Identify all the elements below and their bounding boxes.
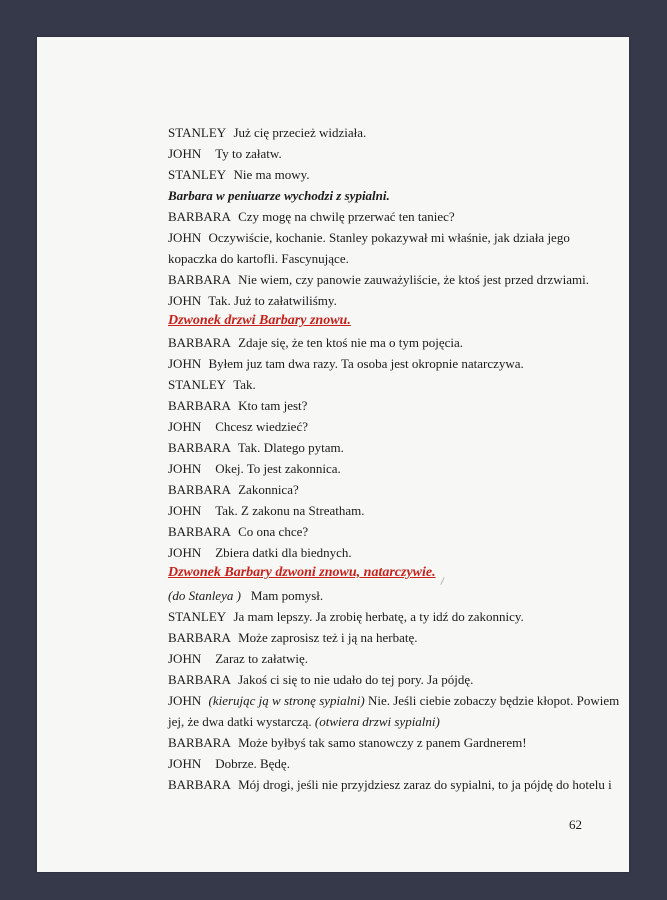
- dialogue-line: [168, 545, 352, 561]
- line-text: Mam pomysł.: [250, 588, 324, 603]
- speaker-name: STANLEY: [168, 167, 227, 182]
- stage-direction: (do Stanleya ): [168, 588, 241, 603]
- line-text: Zaraz to załatwię.: [215, 651, 308, 666]
- speaker-name: JOHN: [168, 651, 202, 666]
- dialogue-line: [168, 756, 290, 772]
- speaker-name: STANLEY: [168, 125, 227, 140]
- dialogue-line: [168, 693, 619, 709]
- dialogue-line: [168, 146, 282, 162]
- dialogue-line: [168, 524, 308, 540]
- line-text: Mój drogi, jeśli nie przyjdziesz zaraz do sypialni, to ja pójdę do hotelu i: [238, 777, 612, 792]
- dialogue-line: [168, 293, 337, 309]
- dialogue-line: [168, 482, 299, 498]
- speaker-name: BARBARA: [168, 440, 231, 455]
- page-number: 62: [569, 817, 582, 832]
- stage-direction: (kierując ją w stronę sypialni): [208, 693, 365, 708]
- dialogue-line: [168, 356, 524, 372]
- line-text: Nie. Jeśli ciebie zobaczy będzie kłopot. Powiem: [367, 693, 620, 708]
- dialogue-line: [168, 167, 310, 183]
- pencil-mark: [440, 577, 444, 585]
- speaker-name: JOHN: [168, 756, 202, 771]
- dialogue-line: [168, 651, 308, 667]
- dialogue-line: [168, 588, 323, 604]
- line-text: Tak. Z zakonu na Streatham.: [215, 503, 365, 518]
- line-text: Tak.: [233, 377, 256, 392]
- speaker-name: JOHN: [168, 503, 202, 518]
- line-text: Kto tam jest?: [238, 398, 308, 413]
- line-text: Już cię przecież widziała.: [233, 125, 367, 140]
- dialogue-line: [168, 630, 418, 646]
- script-page: [37, 37, 629, 872]
- speaker-name: BARBARA: [168, 672, 231, 687]
- speaker-name: JOHN: [168, 293, 202, 308]
- dialogue-line: [168, 440, 344, 456]
- dialogue-line: [168, 609, 524, 625]
- line-text: Zdaje się, że ten ktoś nie ma o tym pojęcia.: [238, 335, 464, 350]
- dialogue-line: [168, 125, 366, 141]
- dialogue-line: [168, 272, 589, 288]
- line-text: Zakonnica?: [238, 482, 299, 497]
- line-text: Byłem juz tam dwa razy. Ta osoba jest okropnie natarczywa.: [208, 356, 524, 371]
- stage-direction: (otwiera drzwi sypialni): [314, 714, 440, 729]
- line-text: Jakoś ci się to nie udało do tej pory. Ja pójdę.: [238, 672, 474, 687]
- speaker-name: STANLEY: [168, 609, 227, 624]
- speaker-name: BARBARA: [168, 524, 231, 539]
- dialogue-line: [168, 209, 455, 225]
- speaker-name: BARBARA: [168, 335, 231, 350]
- line-text: Chcesz wiedzieć?: [215, 419, 308, 434]
- speaker-name: JOHN: [168, 230, 202, 245]
- line-text: Co ona chce?: [238, 524, 309, 539]
- line-text: Nie wiem, czy panowie zauważyliście, że ktoś jest przed drzwiami.: [238, 272, 589, 287]
- line-text: jej, że dwa datki wystarczą.: [168, 714, 312, 729]
- speaker-name: JOHN: [168, 419, 202, 434]
- line-text: Okej. To jest zakonnica.: [215, 461, 341, 476]
- dialogue-line: [168, 230, 570, 246]
- sound-cue: Dzwonek Barbary dzwoni znowu, natarczywie.: [168, 565, 436, 580]
- speaker-name: BARBARA: [168, 630, 231, 645]
- line-text: Ja mam lepszy. Ja zrobię herbatę, a ty idź do zakonnicy.: [233, 609, 524, 624]
- dialogue-line: [168, 461, 341, 477]
- speaker-name: JOHN: [168, 356, 202, 371]
- speaker-name: JOHN: [168, 545, 202, 560]
- speaker-name: BARBARA: [168, 777, 231, 792]
- dialogue-line: [168, 335, 463, 351]
- line-text: Czy mogę na chwilę przerwać ten taniec?: [238, 209, 455, 224]
- speaker-name: BARBARA: [168, 209, 231, 224]
- continuation-line: kopaczka do kartofli. Fascynujące.: [168, 251, 349, 266]
- speaker-name: BARBARA: [168, 272, 231, 287]
- speaker-name: BARBARA: [168, 482, 231, 497]
- dialogue-line: [168, 672, 473, 688]
- dialogue-line: [168, 419, 308, 435]
- dialogue-line: [168, 777, 612, 793]
- line-text: Dobrze. Będę.: [215, 756, 290, 771]
- speaker-name: JOHN: [168, 461, 202, 476]
- line-text: Zbiera datki dla biednych.: [215, 545, 352, 560]
- line-text: Tak. Już to załatwiliśmy.: [208, 293, 337, 308]
- dialogue-line: [168, 735, 527, 751]
- stage-direction: Barbara w peniuarze wychodzi z sypialni.: [168, 188, 390, 203]
- continuation-line: [168, 714, 440, 730]
- line-text: Oczywiście, kochanie. Stanley pokazywał mi właśnie, jak działa jego: [208, 230, 570, 245]
- dialogue-line: [168, 398, 307, 414]
- sound-cue: Dzwonek drzwi Barbary znowu.: [168, 313, 351, 328]
- line-text: Może byłbyś tak samo stanowczy z panem Gardnerem!: [238, 735, 527, 750]
- line-text: Nie ma mowy.: [233, 167, 310, 182]
- line-text: Może zaprosisz też i ją na herbatę.: [238, 630, 418, 645]
- dialogue-line: [168, 503, 365, 519]
- speaker-name: JOHN: [168, 146, 202, 161]
- dialogue-line: [168, 377, 256, 393]
- speaker-name: JOHN: [168, 693, 202, 708]
- line-text: Tak. Dlatego pytam.: [237, 440, 344, 455]
- line-text: Ty to załatw.: [215, 146, 282, 161]
- speaker-name: BARBARA: [168, 735, 231, 750]
- speaker-name: BARBARA: [168, 398, 231, 413]
- speaker-name: STANLEY: [168, 377, 227, 392]
